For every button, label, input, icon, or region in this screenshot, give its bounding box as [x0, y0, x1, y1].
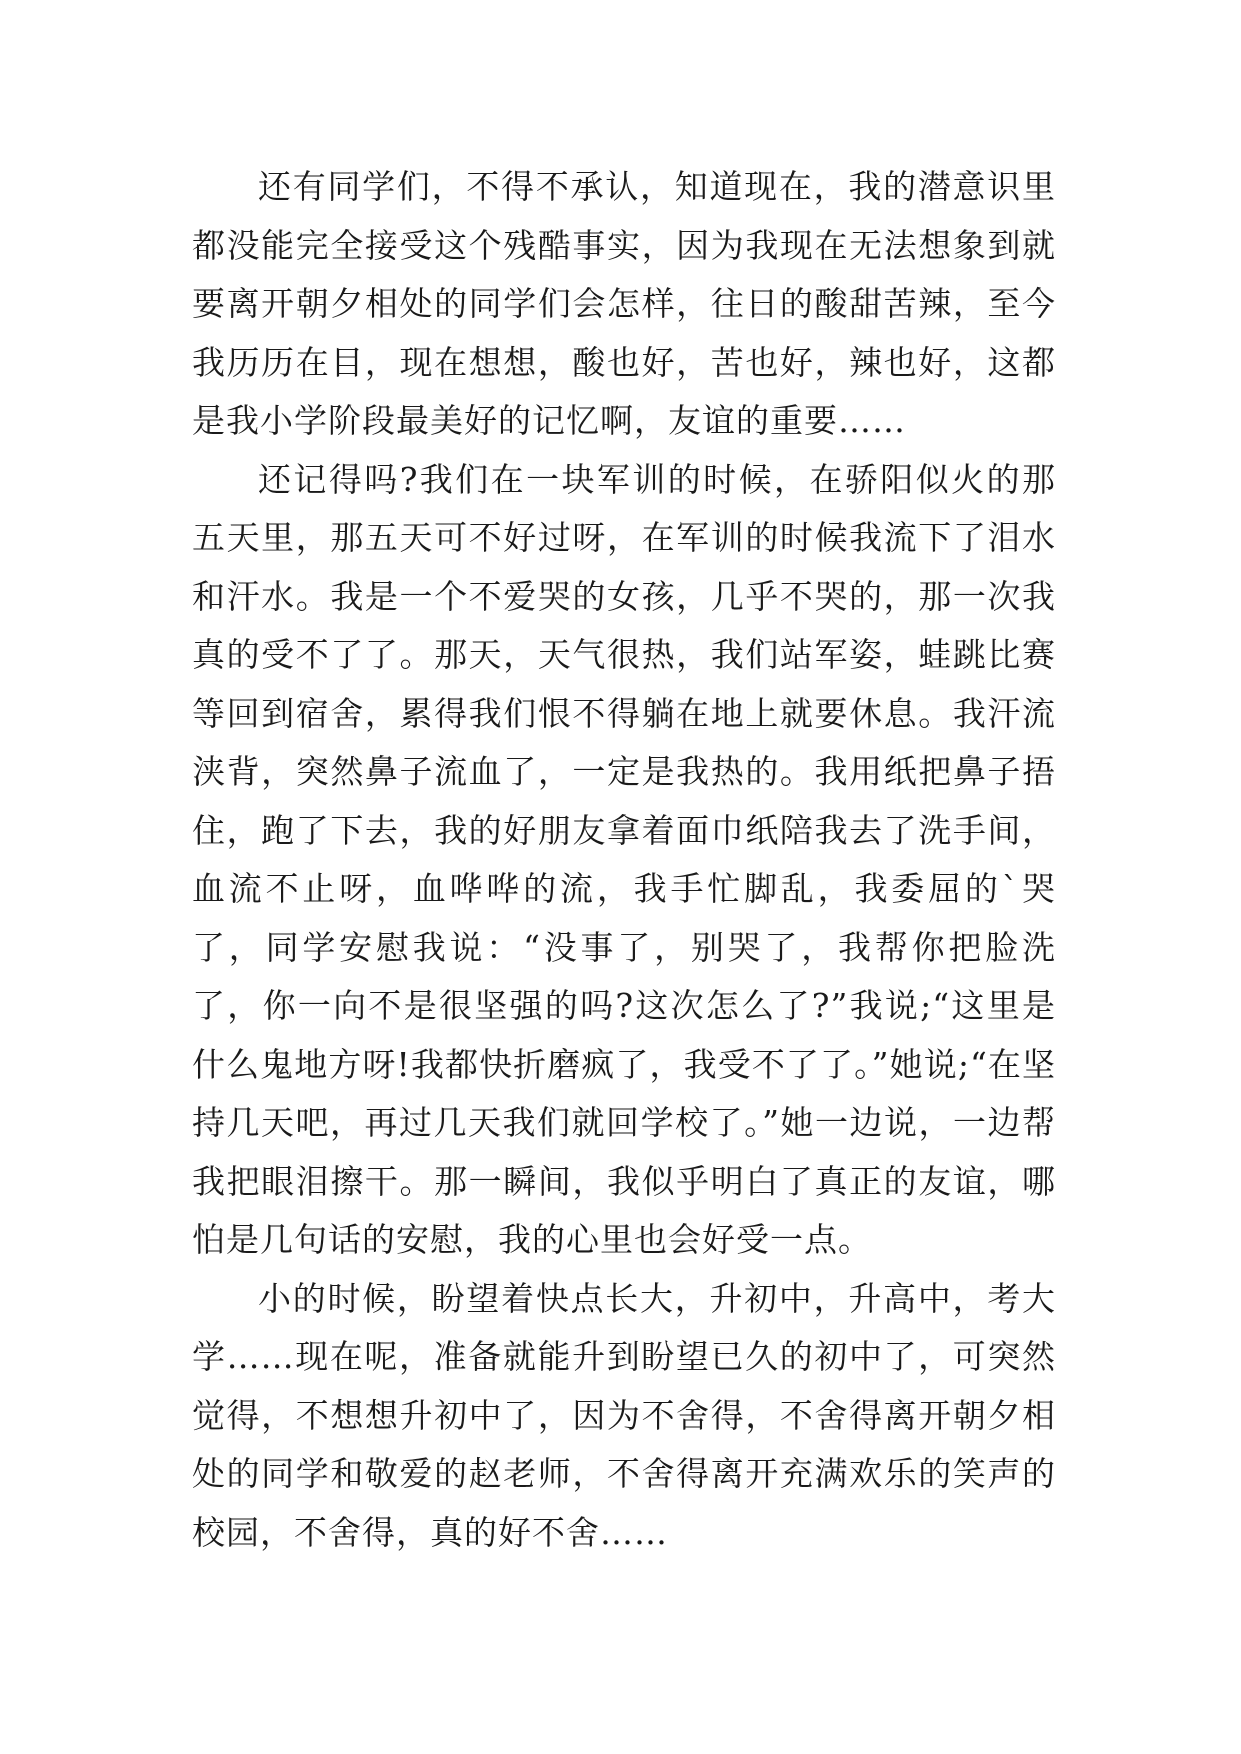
paragraph-3: 小的时候，盼望着快点长大，升初中，升高中，考大学……现在呢，准备就能升到盼望已久的初中了，可突然觉得，不想想升初中了，因为不舍得，不舍得离开朝夕相处的同学和敬爱的赵老师，不舍得离开充满欢乐的笑声的校园，不舍得，真的好不舍…… [192, 1278, 1056, 1552]
paragraph-2: 还记得吗?我们在一块军训的时候，在骄阳似火的那五天里，那五天可不好过呀，在军训的时候我流下了泪水和汗水。我是一个不爱哭的女孩，几乎不哭的，那一次我真的受不了了。那天，天气很热，我们站军姿，蛙跳比赛等回到宿舍，累得我们恨不得躺在地上就要休息。我汗流浃背，突然鼻子流血了，一定是我热的。我用纸把鼻子捂住，跑了下去，我的好朋友拿着面巾纸陪我去了洗手间，血流不止呀，血哗哗的流，我手忙脚乱，我委屈的`哭了，同学安慰我说：“没事了，别哭了，我帮你把脸洗了，你一向不是很坚强的吗?这次怎么了?”我说;“这里是什么鬼地方呀!我都快折磨疯了，我受不了了。”她说;“在坚持几天吧，再过几天我们就回学校了。”她一边说，一边帮我把眼泪擦干。那一瞬间，我似乎明白了真正的友谊，哪怕是几句话的安慰，我的心里也会好受一点。 [192, 459, 1056, 1259]
document-body [192, 158, 1056, 1562]
paragraph-1: 还有同学们，不得不承认，知道现在，我的潜意识里都没能完全接受这个残酷事实，因为我现在无法想象到就要离开朝夕相处的同学们会怎样，往日的酸甜苦辣，至今我历历在目，现在想想，酸也好，苦也好，辣也好，这都是我小学阶段最美好的记忆啊，友谊的重要…… [192, 167, 1056, 440]
